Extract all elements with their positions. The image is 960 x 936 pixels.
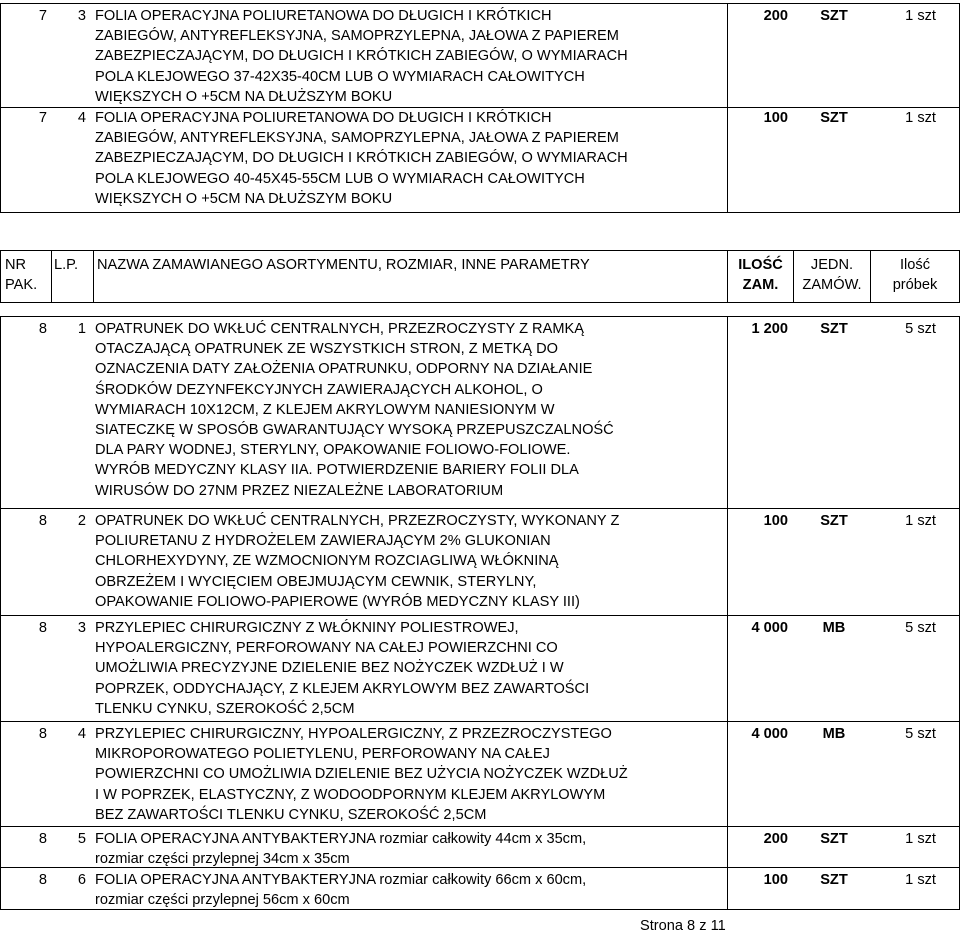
unit-cell: MB xyxy=(822,620,846,636)
unit-cell: SZT xyxy=(820,110,848,126)
nr-cell: 8 xyxy=(38,872,47,888)
unit-cell: SZT xyxy=(820,321,848,337)
description-cell: FOLIA OPERACYJNA POLIURETANOWA DO DŁUGICH I KRÓTKICH ZABIEGÓW, ANTYREFLEKSYJNA, SAMOPRZYLEPNA, JAŁOWA Z PAPIEREM ZABEZPIECZAJĄCYM, DO DŁUGICH I KRÓTKICH ZABIEGÓW, O WYMIARACH POLA KLEJOWEGO 40-45X45-55CM LUB O WYMIARACH CAŁOWITYCH WIĘKSZYCH O +5CM NA DŁUŻSZYM BOKU xyxy=(95,110,628,207)
nr-cell: 8 xyxy=(38,831,47,847)
sample-cell: 1 szt xyxy=(905,513,936,529)
sample-cell: 5 szt xyxy=(905,321,936,337)
lp-cell: 3 xyxy=(77,620,86,636)
header-unit: JEDN. ZAMÓW. xyxy=(802,257,862,294)
page-number: Strona 8 z 11 xyxy=(640,918,726,934)
description-cell: OPATRUNEK DO WKŁUĆ CENTRALNYCH, PRZEZROCZYSTY Z RAMKĄ OTACZAJĄCĄ OPATRUNEK ZE WSZYSTKICH STRON, Z METKĄ DO OZNACZENIA DATY ZAŁOŻENIA OPATRUNKU, ODPORNY NA DZIAŁANIE ŚRODKÓW DEZYNFEKCYJNYCH ZAWIERAJĄCYCH ALKOHOL, O WYMIARACH 10X12CM, Z KLEJEM AKRYLOWYM NANIESIONYM W SIATECZKĘ W SPOSÓB GWARANTUJĄCY WYSOKĄ PRZEPUSZCZALNOŚĆ DLA PARY WODNEJ, STERYLNY, OPAKOWANIE FOLIOWO-FOLIOWE. WYRÓB MEDYCZNY KLASY IIA. POTWIERDZENIE BARIERY FOLII DLA WIRUSÓW DO 27NM PRZEZ NIEZALEŻNE LABORATORIUM xyxy=(95,321,614,499)
description-cell: PRZYLEPIEC CHIRURGICZNY Z WŁÓKNINY POLIESTROWEJ, HYPOALERGICZNY, PERFOROWANY NA CAŁEJ POWIERZCHNI CO UMOŻLIWIA PRECYZYJNE DZIELENIE BEZ NOŻYCZEK WZDŁUŻ I W POPRZEK, ODDYCHAJĄCY, Z KLEJEM AKRYLOWYM BEZ ZAWARTOŚCI TLENKU CYNKU, SZEROKOŚĆ 2,5CM xyxy=(95,620,590,717)
unit-cell: SZT xyxy=(820,872,848,888)
header-lp: L.P. xyxy=(54,257,79,273)
lp-cell: 1 xyxy=(77,321,86,337)
lp-cell: 4 xyxy=(77,726,86,742)
qty-cell: 100 xyxy=(763,110,788,126)
header-qty: ILOŚĆ ZAM. xyxy=(738,257,783,294)
lp-cell: 3 xyxy=(77,8,86,24)
qty-cell: 4 000 xyxy=(751,726,788,742)
sample-cell: 1 szt xyxy=(905,110,936,126)
sample-cell: 1 szt xyxy=(905,831,936,847)
sample-cell: 5 szt xyxy=(905,726,936,742)
qty-cell: 100 xyxy=(763,513,788,529)
qty-cell: 1 200 xyxy=(751,321,788,337)
nr-cell: 8 xyxy=(38,513,47,529)
sample-cell: 1 szt xyxy=(905,872,936,888)
qty-cell: 200 xyxy=(763,8,788,24)
unit-cell: SZT xyxy=(820,8,848,24)
header-name: NAZWA ZAMAWIANEGO ASORTYMENTU, ROZMIAR, INNE PARAMETRY xyxy=(97,257,590,273)
header-samples: Ilość próbek xyxy=(892,257,938,294)
description-cell: FOLIA OPERACYJNA ANTYBAKTERYJNA rozmiar całkowity 44cm x 35cm, rozmiar części przylepnej 34cm x 35cm xyxy=(95,831,587,868)
description-cell: FOLIA OPERACYJNA POLIURETANOWA DO DŁUGICH I KRÓTKICH ZABIEGÓW, ANTYREFLEKSYJNA, SAMOPRZYLEPNA, JAŁOWA Z PAPIEREM ZABEZPIECZAJĄCYM, DO DŁUGICH I KRÓTKICH ZABIEGÓW, O WYMIARACH POLA KLEJOWEGO 37-42X35-40CM LUB O WYMIARACH CAŁOWITYCH WIĘKSZYCH O +5CM NA DŁUŻSZYM BOKU xyxy=(95,8,628,105)
unit-cell: MB xyxy=(822,726,846,742)
header-nr-pak: NR PAK. xyxy=(5,257,38,294)
qty-cell: 4 000 xyxy=(751,620,788,636)
lp-cell: 5 xyxy=(77,831,86,847)
description-cell: PRZYLEPIEC CHIRURGICZNY, HYPOALERGICZNY, Z PRZEZROCZYSTEGO MIKROPOROWATEGO POLIETYLENU, PERFOROWANY NA CAŁEJ POWIERZCHNI CO UMOŻLIWIA DZIELENIE BEZ UŻYCIA NOŻYCZEK WZDŁUŻ I W POPRZEK, ELASTYCZNY, Z WODOODPORNYM KLEJEM AKRYLOWYM BEZ ZAWARTOŚCI TLENKU CYNKU, SZEROKOŚĆ 2,5CM xyxy=(95,726,628,823)
nr-cell: 8 xyxy=(38,321,47,337)
nr-cell: 8 xyxy=(38,620,47,636)
nr-cell: 7 xyxy=(38,110,47,126)
unit-cell: SZT xyxy=(820,513,848,529)
lp-cell: 2 xyxy=(77,513,86,529)
qty-cell: 100 xyxy=(763,872,788,888)
lp-cell: 6 xyxy=(77,872,86,888)
nr-cell: 8 xyxy=(38,726,47,742)
lp-cell: 4 xyxy=(77,110,86,126)
nr-cell: 7 xyxy=(38,8,47,24)
sample-cell: 5 szt xyxy=(905,620,936,636)
qty-cell: 200 xyxy=(763,831,788,847)
unit-cell: SZT xyxy=(820,831,848,847)
sample-cell: 1 szt xyxy=(905,8,936,24)
description-cell: OPATRUNEK DO WKŁUĆ CENTRALNYCH, PRZEZROCZYSTY, WYKONANY Z POLIURETANU Z HYDROŻELEM ZAWIERAJĄCYM 2% GLUKONIAN CHLORHEXYDYNY, ZE WZMOCNIONYM ROZCIAGLIWĄ WŁÓKNINĄ OBRZEŻEM I WYCIĘCIEM OBEJMUJĄCYM CEWNIK, STERYLNY, OPAKOWANIE FOLIOWO-PAPIEROWE (WYRÓB MEDYCZNY KLASY III) xyxy=(95,513,620,610)
description-cell: FOLIA OPERACYJNA ANTYBAKTERYJNA rozmiar całkowity 66cm x 60cm, rozmiar części przylepnej 56cm x 60cm xyxy=(95,872,587,909)
